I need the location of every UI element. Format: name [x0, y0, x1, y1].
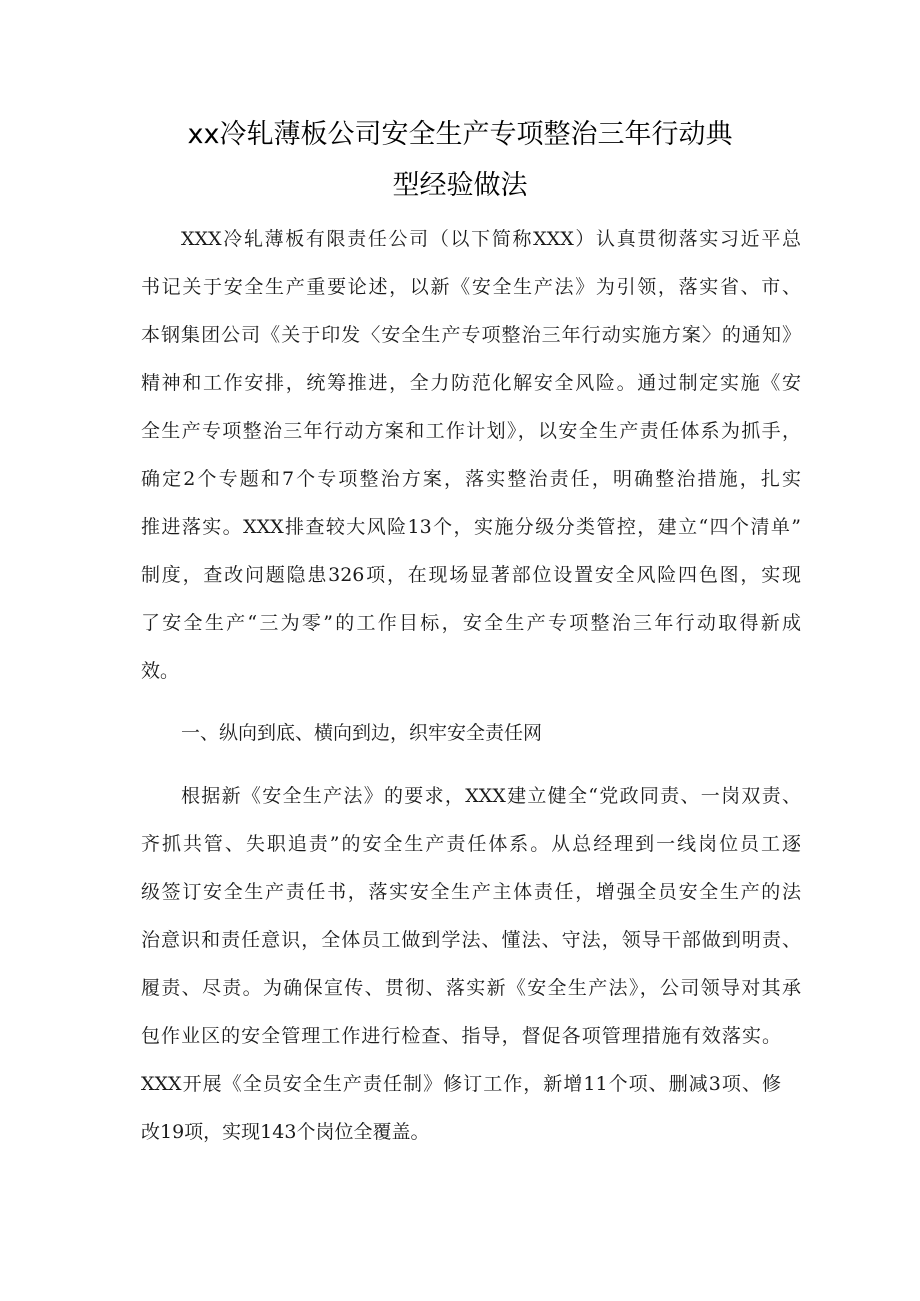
- section-heading-1: 一、纵向到底、横向到边，织牢安全责任网: [181, 722, 543, 744]
- paragraph-2-line: 根据新《安全生产法》的要求，XXX建立健全“党政同责、一岗双责、: [181, 785, 801, 807]
- paragraph-2-line: XXX开展《全员安全生产责任制》修订工作，新增11个项、删减3项、修: [141, 1073, 781, 1095]
- paragraph-2-line: 履责、尽责。为确保宣传、贯彻、落实新《安全生产法》，公司领导对其承: [141, 977, 801, 999]
- paragraph-2-line: 治意识和责任意识，全体员工做到学法、懂法、守法，领导干部做到明责、: [141, 929, 801, 951]
- paragraph-1-line: 书记关于安全生产重要论述，以新《安全生产法》为引领，落实省、市、: [141, 276, 801, 298]
- paragraph-2-line: 改19项，实现143个岗位全覆盖。: [141, 1121, 430, 1143]
- paragraph-1-line: 全生产专项整治三年行动方案和工作计划》，以安全生产责任体系为抓手，: [141, 420, 801, 442]
- paragraph-1-line: 效。: [141, 660, 180, 682]
- paragraph-2-line: 齐抓共管、失职追责”的安全生产责任体系。从总经理到一线岗位员工逐: [141, 833, 801, 855]
- paragraph-1-line: 本钢集团公司《关于印发〈安全生产专项整治三年行动实施方案〉的通知》: [141, 324, 801, 346]
- paragraph-2-line: 级签订安全生产责任书，落实安全生产主体责任，增强全员安全生产的法: [141, 881, 801, 903]
- document-title-line-2: 型经验做法: [392, 170, 528, 201]
- paragraph-1-line: 了安全生产“三为零”的工作目标，安全生产专项整治三年行动取得新成: [141, 612, 801, 634]
- paragraph-1-line: 确定2个专题和7个专项整治方案，落实整治责任，明确整治措施，扎实: [141, 468, 801, 490]
- paragraph-1-line: 推进落实。XXX排查较大风险13个，实施分级分类管控，建立“四个清单”: [141, 516, 801, 538]
- paragraph-1-line: 制度，查改问题隐患326项，在现场显著部位设置安全风险四色图，实现: [141, 564, 801, 586]
- paragraph-1-line: 精神和工作安排，统筹推进，全力防范化解安全风险。通过制定实施《安: [141, 372, 801, 394]
- paragraph-2-line: 包作业区的安全管理工作进行检查、指导，督促各项管理措施有效落实。: [141, 1025, 781, 1047]
- document-title-line-1: xx冷轧薄板公司安全生产专项整治三年行动典: [187, 119, 733, 150]
- paragraph-1-line: XXX冷轧薄板有限责任公司（以下简称XXX）认真贯彻落实习近平总: [181, 228, 801, 250]
